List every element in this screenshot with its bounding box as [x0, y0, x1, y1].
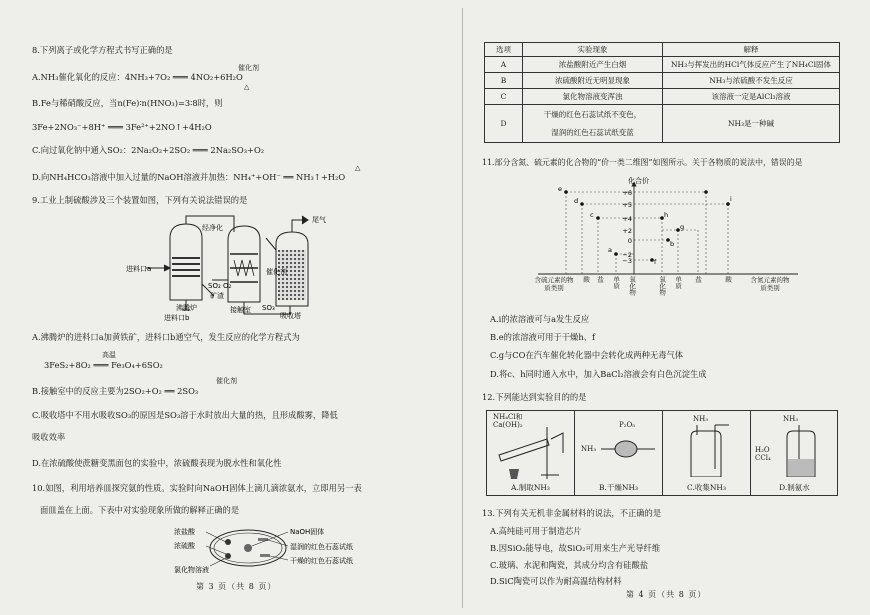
nh3-label: NH₃	[783, 415, 799, 423]
tail-gas-label: 尾气	[312, 216, 326, 224]
table-header-row	[485, 43, 840, 57]
apparatus-caption: D.制氨水	[779, 482, 810, 492]
nh3-label: NH₃	[581, 445, 597, 453]
apparatus-cell-b	[575, 411, 663, 495]
q12-stem: 12.下列能达到实验目的的是	[482, 392, 587, 402]
apparatus-cell-c	[663, 411, 751, 495]
table-header-option: 选项	[485, 43, 523, 57]
q9-option-d: D.在浓硫酸使蔗糖变黑面包的实验中，浓硫酸表现为脱水性和氧化性	[32, 458, 282, 468]
q8-option-b-equation: 3Fe+2NO₃⁻+8H⁺ ═══ 3Fe²⁺+2NO↑+4H₂O	[32, 122, 212, 132]
absorption-bottle-icon	[751, 411, 838, 477]
q11-option-a: A.i的浓溶液可与a发生反应	[490, 314, 590, 324]
q8-a-condition-top: 催化剂	[238, 64, 259, 72]
petri-dish-figure	[158, 520, 358, 578]
table-cell-explanation: 该溶液一定是AlCl₃溶液	[663, 89, 840, 105]
table-cell-phenomenon: 氯化物溶液变浑浊	[523, 89, 663, 105]
q9-option-b: B.接触室中的反应主要为2SO₂+O₂ ══ 2SO₃	[32, 386, 199, 396]
x-category-label: 含硫元素的物质类别	[534, 276, 574, 293]
table-cell-explanation: NH₃是一种碱	[663, 105, 840, 143]
y-axis-label: 化合价	[628, 177, 649, 185]
q10-stem-cont: 面皿盖在上面。下表中对实验现象所做的解释正确的是	[40, 505, 240, 515]
wet-litmus-label: 湿润的红色石蕊试纸	[290, 543, 353, 551]
apparatus-cell-a	[487, 411, 575, 495]
phenomenon-line-1: 干燥的红色石蕊试纸不变色，	[543, 110, 642, 120]
point-label: i	[730, 195, 732, 203]
q13-option-b: B.因SiO₂能导电，故SiO₂可用来生产光导纤维	[490, 543, 661, 553]
q8-a-condition-bottom: △	[244, 83, 250, 91]
q8-option-b: B.Fe与稀硝酸反应，当n(Fe)∶n(HNO₃)=3∶8时，则	[32, 98, 223, 108]
table-cell-phenomenon: 浓硫酸附近无明显现象	[523, 73, 663, 89]
chloride-solution-label: 氯化物溶液	[174, 566, 209, 574]
table-cell-explanation: NH₃与挥发出的HCl气体反应产生了NH₄Cl固体	[663, 57, 840, 73]
point-label: b	[670, 240, 675, 248]
so3-label: SO₃	[262, 304, 275, 312]
x-category-label: 酸	[724, 276, 733, 283]
q10-table	[484, 42, 840, 143]
table-cell-phenomenon: 浓盐酸附近产生白烟	[523, 57, 663, 73]
right-page-footer: 第 4 页（共 8 页）	[626, 590, 707, 599]
table-row	[485, 89, 840, 105]
point-label: g	[680, 223, 685, 231]
q8-stem: 8.下列离子或化学方程式书写正确的是	[32, 45, 173, 55]
catalyst-label: 催化剂	[266, 268, 287, 276]
q13-stem: 13.下列有关无机非金属材料的说法，不正确的是	[482, 508, 662, 518]
q9-a-condition: 高温	[102, 351, 116, 359]
q11-stem: 11.部分含氮、硫元素的化合物的“价一类二维图”如图所示。关于各物质的说法中，错误的是	[482, 158, 803, 167]
point-label: h	[664, 211, 669, 219]
phenomenon-line-2: 湿润的红色石蕊试纸变蓝	[551, 127, 634, 137]
furnace-label: 沸腾炉	[176, 304, 197, 312]
x-category-label: 氧化物	[628, 276, 637, 296]
q8-option-a: A.NH₃催化氧化的反应：4NH₃+7O₂ ═══ 4NO₂+6H₂O	[32, 72, 243, 82]
point-label: c	[590, 211, 594, 219]
q13-option-d: D.SiC陶瓷可以作为耐高温结构材料	[490, 576, 622, 586]
reagent-label: NH₄Cl和Ca(OH)₂	[493, 413, 523, 429]
nh3-label: NH₃	[693, 415, 709, 423]
contact-chamber-label: 接触室	[230, 306, 251, 314]
q9-b-condition: 催化剂	[216, 377, 237, 385]
naoh-solid-label: NaOH固体	[290, 528, 325, 536]
table-cell-phenomenon	[523, 105, 663, 143]
q13-option-c: C.玻璃、水泥和陶瓷，其成分均含有硅酸盐	[490, 560, 649, 570]
q9-option-a: A.沸腾炉的进料口a加黄铁矿，进料口b通空气，发生反应的化学方程式为	[32, 332, 300, 342]
table-cell-option: A	[485, 57, 523, 73]
y-tick: +4	[622, 215, 632, 223]
point-label: e	[558, 185, 562, 193]
dry-litmus-label: 干燥的红色石蕊试纸	[290, 557, 353, 565]
y-tick: 0	[627, 237, 632, 245]
conc-h2so4-label: 浓硫酸	[174, 542, 195, 550]
sulfuric-acid-apparatus-figure	[126, 210, 366, 322]
q9-option-a-equation: 3FeS₂+8O₂ ═══ Fe₃O₄+6SO₂	[44, 360, 163, 370]
q8-option-c: C.向过氧化钠中通入SO₂：2Na₂O₂+2SO₂ ═══ 2Na₂SO₃+O₂	[32, 145, 265, 155]
q11-option-b: B.e的浓溶液可用于干燥h、f	[490, 332, 596, 342]
left-page-footer: 第 3 页（共 8 页）	[196, 582, 277, 591]
apparatus-caption: C.收集NH₃	[687, 482, 726, 492]
gas-bottle-icon	[663, 411, 751, 477]
apparatus-cell-d	[751, 411, 838, 495]
x-category-label: 盐	[596, 276, 605, 283]
q10-stem: 10.如图，利用培养皿探究氨的性质。实验时向NaOH固体上滴几滴浓氨水，立即用另一表	[32, 483, 362, 493]
point-label: f	[654, 258, 657, 266]
point-label: d	[574, 197, 579, 205]
q9-option-c-cont: 吸收效率	[32, 432, 66, 442]
table-cell-option: B	[485, 73, 523, 89]
q9-option-c: C.吸收塔中不用水吸收SO₃的原因是SO₃溶于水时放出大量的热，且形成酸雾，降低	[32, 410, 338, 420]
q11-option-c: C.g与CO在汽车催化转化器中会转化成两种无毒气体	[490, 350, 684, 360]
table-cell-option: D	[485, 105, 523, 143]
q8-option-d: D.向NH₄HCO₃溶液中加入过量的NaOH溶液并加热：NH₄⁺+OH⁻ ══ NH₃↑+H₂O	[32, 172, 346, 182]
table-row	[485, 57, 840, 73]
x-category-label: 酸	[582, 276, 591, 283]
so2-o2-label: SO₂ O₂	[208, 282, 232, 290]
table-cell-explanation: NH₃与浓硫酸不发生反应	[663, 73, 840, 89]
inlet-b-label: 进料口b	[164, 314, 190, 322]
x-category-label: 含氮元素的物质类别	[750, 276, 790, 293]
y-tick: −2	[622, 251, 632, 259]
conc-hcl-label: 浓盐酸	[174, 528, 195, 536]
x-category-label: 氧化物	[658, 276, 667, 296]
apparatus-caption: B.干燥NH₃	[598, 482, 638, 492]
q8-d-condition: △	[355, 164, 361, 172]
left-page	[28, 20, 446, 605]
table-header-phenomenon: 实验现象	[523, 43, 663, 57]
p2o5-label: P₂O₅	[619, 421, 636, 429]
slag-label: 矿渣	[210, 292, 224, 300]
apparatus-caption: A.制取NH₃	[511, 482, 550, 492]
tube-heating-icon	[487, 413, 575, 479]
q11-option-d: D.将c、h同时通入水中，加入BaCl₂溶液会有白色沉淀生成	[490, 369, 707, 379]
y-tick: +5	[622, 201, 632, 209]
q12-apparatus	[486, 410, 838, 496]
table-cell-option: C	[485, 89, 523, 105]
inlet-a-label: 进料口a	[126, 265, 152, 273]
y-tick: +2	[622, 227, 632, 235]
absorber-label: 吸收塔	[280, 312, 301, 320]
purify-label: 经净化	[202, 224, 223, 232]
q9-stem: 9.工业上制硫酸涉及三个装置如图，下列有关说法错误的是	[32, 195, 248, 205]
page-divider	[462, 8, 463, 608]
table-row	[485, 73, 840, 89]
x-category-label: 盐	[694, 276, 703, 283]
right-page	[478, 20, 846, 605]
drying-tube-icon	[575, 411, 663, 477]
q13-option-a: A.高纯硅可用于制造芯片	[490, 526, 582, 536]
x-category-label: 单质	[612, 276, 621, 289]
table-row	[485, 105, 840, 143]
y-tick: −3	[622, 257, 632, 265]
table-header-explanation: 解释	[663, 43, 840, 57]
x-categories	[528, 276, 808, 310]
x-category-label: 单质	[674, 276, 683, 289]
layers-label: H₂O CCl₄	[755, 446, 771, 462]
y-tick: +6	[622, 189, 632, 197]
point-label: a	[608, 246, 612, 254]
valence-category-diagram	[528, 174, 808, 292]
